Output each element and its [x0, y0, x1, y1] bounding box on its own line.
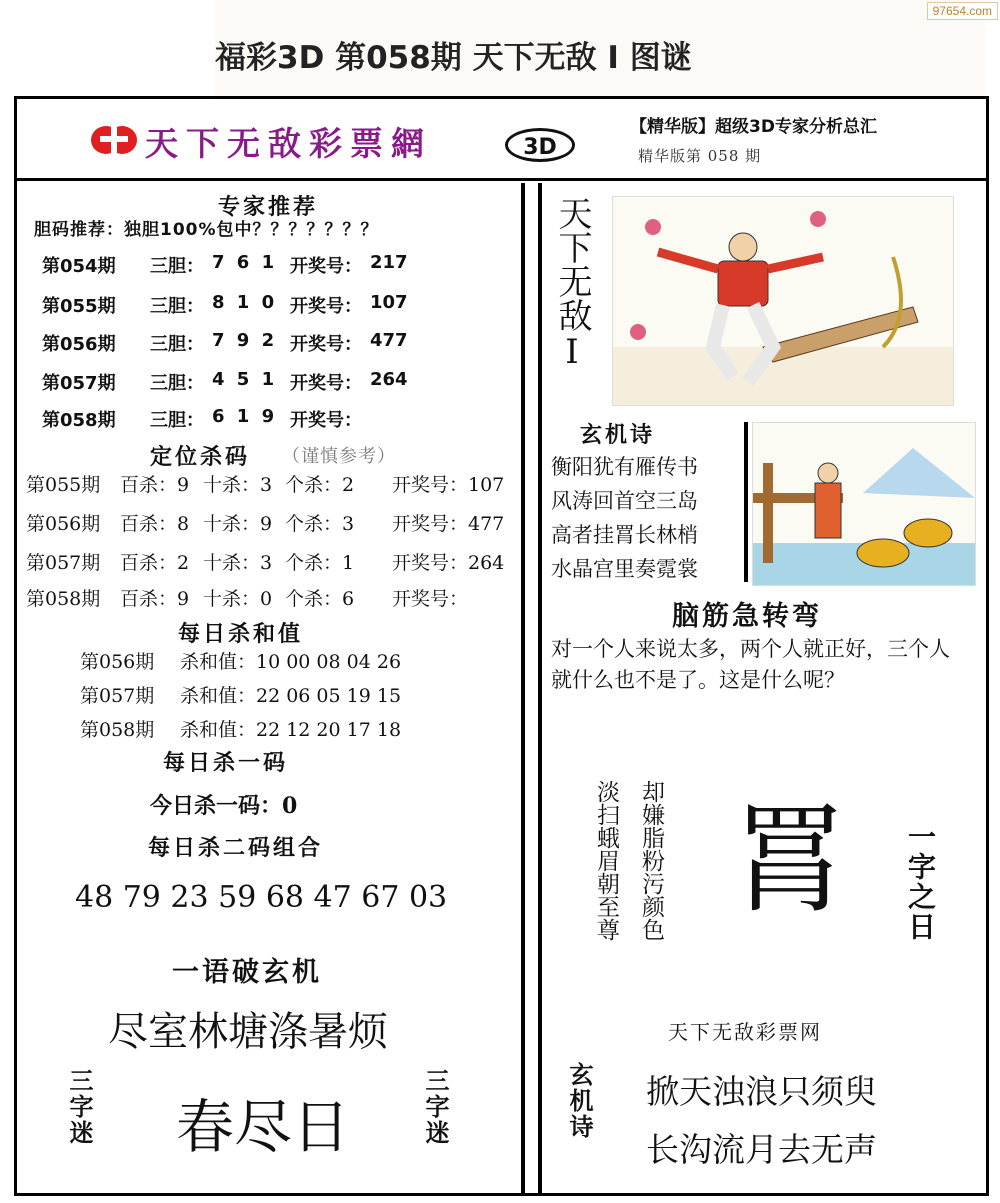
big-riddle-char: 罥: [730, 791, 849, 929]
site-watermark[interactable]: 97654.com: [927, 2, 998, 20]
page-title: 福彩3D 第058期 天下无敌 I 图谜: [215, 40, 692, 76]
bottom-poem-line: 长沟流月去无声: [646, 1130, 877, 1169]
char-hint: 一字之日: [904, 822, 937, 942]
expert-label: 三胆：: [150, 296, 204, 317]
expert-nums: 7 9 2: [212, 330, 278, 351]
expert-label: 三胆：: [150, 410, 204, 431]
expert-draw: 107: [370, 292, 408, 313]
one-phrase-text: 尽室林塘涤暑烦: [108, 1009, 388, 1055]
pk-ge: 个杀：1: [285, 552, 355, 574]
vertical-title: 天下无敌Ⅰ: [552, 196, 592, 372]
daily-sum-heading: 每日杀和值: [178, 622, 304, 647]
expert-draw-label: 开奖号：: [290, 296, 362, 317]
pk-period: 第055期: [26, 474, 101, 496]
kill-two-heading: 每日杀二码组合: [148, 836, 324, 861]
pk-draw: 开奖号：: [392, 588, 469, 610]
pk-shi: 十杀：3: [203, 552, 273, 574]
expert-period: 第055期: [42, 296, 116, 317]
issue-label: 精华版第 058 期: [638, 147, 762, 165]
expert-label: 三胆：: [150, 256, 204, 277]
expert-draw-label: 开奖号：: [290, 410, 362, 431]
warrior-illustration: [612, 196, 954, 406]
bottom-poem-side: 玄机诗: [565, 1062, 593, 1140]
pk-shi: 十杀：3: [203, 474, 273, 496]
edition-label: 【精华版】超级3D专家分析总汇: [630, 117, 877, 137]
pk-period: 第056期: [26, 513, 101, 535]
expert-draw-label: 开奖号：: [290, 256, 362, 277]
pk-ge: 个杀：2: [285, 474, 355, 496]
expert-draw: 264: [370, 369, 408, 390]
expert-draw: 477: [370, 330, 408, 351]
three-char-side-right: 三字迷: [421, 1068, 449, 1146]
poem-line: 衡阳犹有雁传书: [551, 455, 698, 479]
poem-line: 水晶宫里奏霓裳: [551, 557, 698, 581]
expert-draw-label: 开奖号：: [290, 334, 362, 355]
three-char-side-left: 三字迷: [65, 1068, 93, 1146]
kill-one-text: 今日杀一码：0: [150, 793, 298, 819]
kill-two-numbers: 48 79 23 59 68 47 67 03: [75, 880, 448, 915]
expert-nums: 6 1 9: [212, 406, 278, 427]
site-name: 天下无敌彩票网: [668, 1020, 822, 1044]
pk-shi: 十杀：0: [203, 588, 273, 610]
bottom-poem-line: 掀天浊浪只须臾: [646, 1072, 877, 1111]
poem-block: [551, 450, 698, 586]
pk-bai: 百杀：2: [120, 552, 190, 574]
expert-draw: 217: [370, 252, 408, 273]
3d-badge: 3D: [505, 128, 575, 162]
pk-bai: 百杀：9: [120, 474, 190, 496]
sum-value: 杀和值：22 06 05 19 15: [180, 685, 402, 707]
sum-value: 杀和值：22 12 20 17 18: [180, 719, 402, 741]
pk-period: 第058期: [26, 588, 101, 610]
position-kill-heading: 定位杀码: [150, 445, 251, 470]
poem-heading: 玄机诗: [580, 423, 656, 448]
banker-line: 胆码推荐：独胆100%包中？？？？？？？: [34, 220, 379, 240]
expert-nums: 4 5 1: [212, 369, 278, 390]
pk-draw: 开奖号：107: [392, 474, 505, 496]
expert-nums: 7 6 1: [212, 252, 278, 273]
expert-period: 第058期: [42, 410, 116, 431]
sum-value: 杀和值：10 00 08 04 26: [180, 651, 402, 673]
expert-draw-label: 开奖号：: [290, 373, 362, 394]
pk-draw: 开奖号：264: [392, 552, 505, 574]
position-kill-note: （谨慎参考）: [282, 446, 396, 467]
pk-ge: 个杀：6: [285, 588, 355, 610]
lottery-logo-icon: [88, 120, 140, 158]
expert-period: 第057期: [42, 373, 116, 394]
expert-heading: 专家推荐: [218, 195, 319, 220]
pk-bai: 百杀：8: [120, 513, 190, 535]
poem-line: 风涛回首空三岛: [551, 489, 698, 513]
sum-period: 第058期: [80, 719, 155, 741]
kill-one-heading: 每日杀一码: [163, 751, 289, 776]
pk-shi: 十杀：9: [203, 513, 273, 535]
one-phrase-heading: 一语破玄机: [172, 957, 322, 988]
sum-period: 第056期: [80, 651, 155, 673]
expert-label: 三胆：: [150, 373, 204, 394]
couplet-left: 淡扫蛾眉朝至尊: [593, 780, 619, 941]
pk-ge: 个杀：3: [285, 513, 355, 535]
pk-bai: 百杀：9: [120, 588, 190, 610]
poem-divider: [744, 422, 748, 582]
expert-nums: 8 1 0: [212, 292, 278, 313]
sum-period: 第057期: [80, 685, 155, 707]
expert-period: 第054期: [42, 256, 116, 277]
three-char-text: 春尽日: [176, 1093, 351, 1161]
logo-text: 天下无敌彩票網: [145, 124, 432, 163]
pk-period: 第057期: [26, 552, 101, 574]
geese-illustration: [752, 422, 976, 586]
expert-period: 第056期: [42, 334, 116, 355]
pk-draw: 开奖号：477: [392, 513, 505, 535]
couplet-right: 却嫌脂粉污颜色: [638, 780, 664, 941]
poem-line: 高者挂罥长林梢: [551, 523, 698, 547]
riddle-text: 对一个人来说太多，两个人就正好，三个人就什么也不是了。这是什么呢？: [551, 637, 950, 692]
riddle-heading: 脑筋急转弯: [672, 601, 822, 632]
expert-label: 三胆：: [150, 334, 204, 355]
